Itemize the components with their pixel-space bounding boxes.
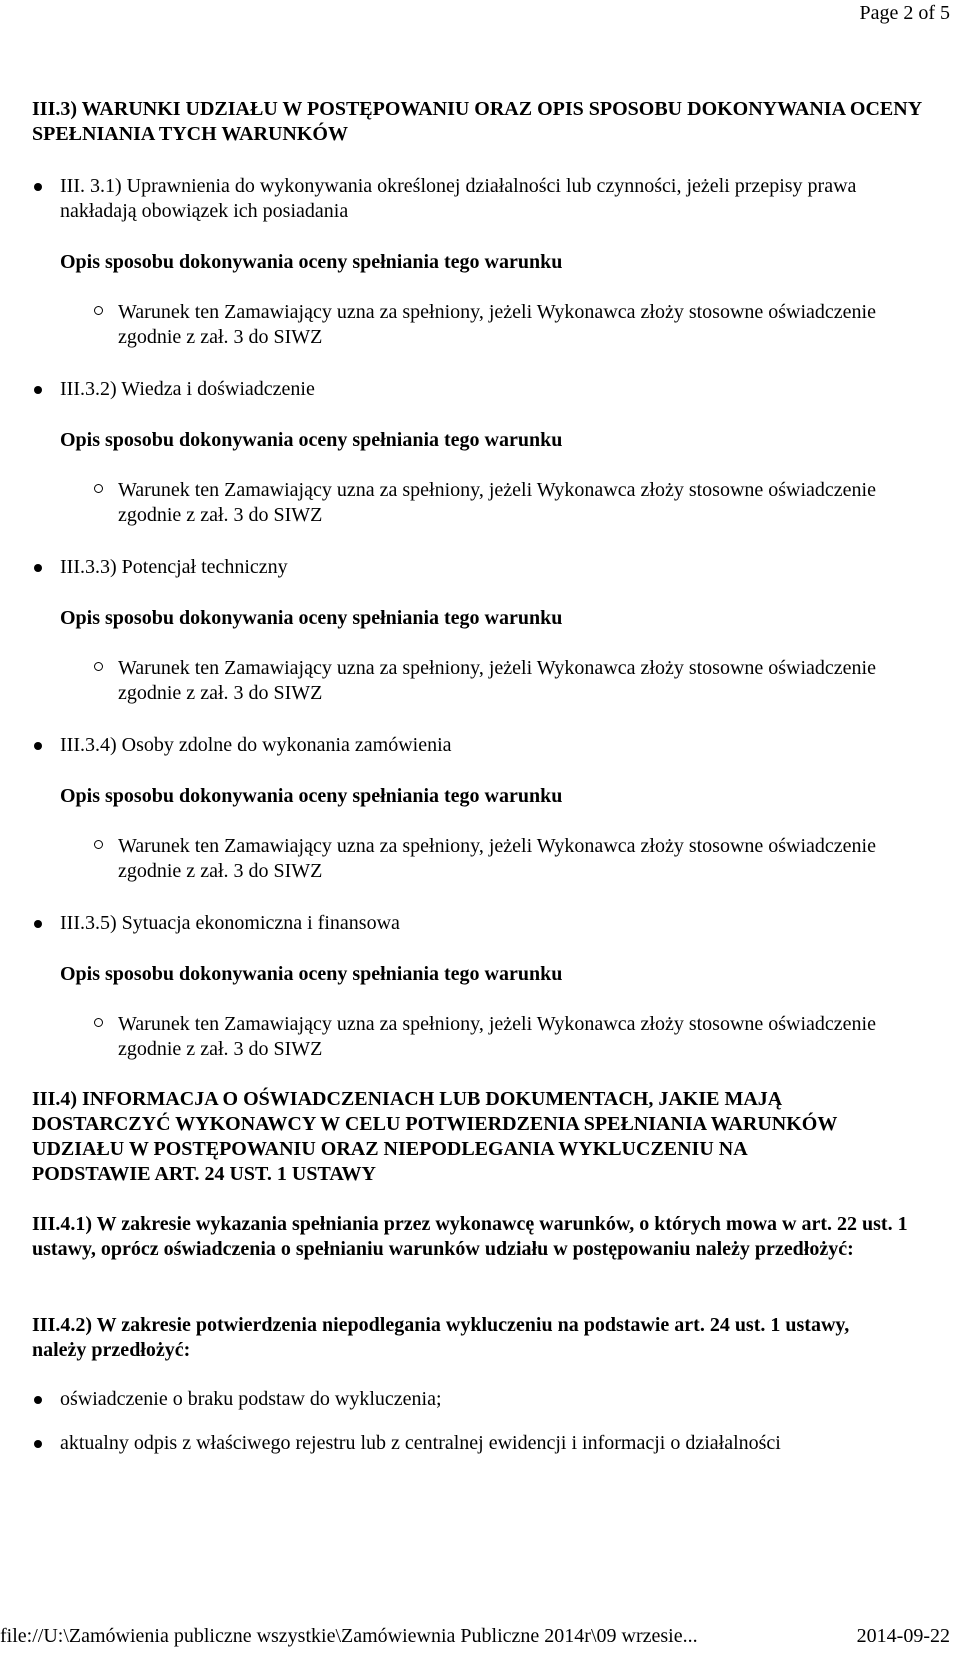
circle-bullet-icon bbox=[94, 306, 103, 315]
condition-text-3: Warunek ten Zamawiający uzna za spełniony, jeżeli Wykonawca złoży stosowne oświadczenie zgodnie z zał. 3 do SIWZ bbox=[118, 657, 876, 704]
condition-text-1: Warunek ten Zamawiający uzna za spełniony, jeżeli Wykonawca złoży stosowne oświadczenie zgodnie z zał. 3 do SIWZ bbox=[118, 301, 876, 348]
circle-bullet-icon bbox=[94, 662, 103, 671]
circle-bullet-icon bbox=[94, 484, 103, 493]
bullet-icon bbox=[34, 183, 42, 191]
bullet-icon bbox=[34, 386, 42, 394]
circle-bullet-icon bbox=[94, 1018, 103, 1027]
condition-title-4: III.3.4) Osoby zdolne do wykonania zamówienia bbox=[60, 734, 452, 756]
section-iii-4-2: III.4.2) W zakresie potwierdzenia niepodlegania wykluczeniu na podstawie art. 24 ust. 1 ustawy, należy przedłożyć: bbox=[32, 1314, 850, 1361]
page-number: Page 2 of 5 bbox=[859, 2, 950, 24]
section-iii-4-1: III.4.1) W zakresie wykazania spełniania przez wykonawcę warunków, o których mowa w art. 22 ust. 1 ustawy, oprócz oświadczenia o spełnianiu warunków udziału w postępowaniu należy przedłożyć: bbox=[32, 1213, 908, 1260]
opis-label-4: Opis sposobu dokonywania oceny spełniania tego warunku bbox=[60, 785, 563, 807]
footer-file-path: file://U:\Zamówienia publiczne wszystkie\Zamówiewnia Publiczne 2014r\09 wrzesie... bbox=[0, 1625, 698, 1647]
opis-label-1: Opis sposobu dokonywania oceny spełniania tego warunku bbox=[60, 251, 563, 273]
bullet-icon bbox=[34, 1396, 42, 1404]
section-heading-iii-4: III.4) INFORMACJA O OŚWIADCZENIACH LUB DOKUMENTACH, JAKIE MAJĄ DOSTARCZYĆ WYKONAWCY W CELU POTWIERDZENIA SPEŁNIANIA WARUNKÓW UDZIAŁU W POSTĘPOWANIU ORAZ NIEPODLEGANIA WYKLUCZENIU NA PODSTAWIE ART. 24 UST. 1 USTAWY bbox=[32, 1088, 837, 1185]
condition-text-5: Warunek ten Zamawiający uzna za spełniony, jeżeli Wykonawca złoży stosowne oświadczenie zgodnie z zał. 3 do SIWZ bbox=[118, 1013, 876, 1060]
bullet-icon bbox=[34, 742, 42, 750]
condition-text-4: Warunek ten Zamawiający uzna za spełniony, jeżeli Wykonawca złoży stosowne oświadczenie zgodnie z zał. 3 do SIWZ bbox=[118, 835, 876, 882]
condition-text-2: Warunek ten Zamawiający uzna za spełniony, jeżeli Wykonawca złoży stosowne oświadczenie zgodnie z zał. 3 do SIWZ bbox=[118, 479, 876, 526]
condition-title-1: III. 3.1) Uprawnienia do wykonywania określonej działalności lub czynności, jeżeli przepisy prawa nakładają obowiązek ich posiadania bbox=[60, 175, 857, 222]
section-heading-iii-3: III.3) WARUNKI UDZIAŁU W POSTĘPOWANIU ORAZ OPIS SPOSOBU DOKONYWANIA OCENY SPEŁNIANIA TYCH WARUNKÓW bbox=[32, 98, 922, 145]
bullet-icon bbox=[34, 1440, 42, 1448]
list-item: oświadczenie o braku podstaw do wykluczenia; bbox=[60, 1388, 442, 1410]
footer-date: 2014-09-22 bbox=[856, 1625, 950, 1647]
condition-title-5: III.3.5) Sytuacja ekonomiczna i finansowa bbox=[60, 912, 400, 934]
opis-label-5: Opis sposobu dokonywania oceny spełniania tego warunku bbox=[60, 963, 563, 985]
list-item: aktualny odpis z właściwego rejestru lub z centralnej ewidencji i informacji o działalności bbox=[60, 1432, 781, 1454]
opis-label-3: Opis sposobu dokonywania oceny spełniania tego warunku bbox=[60, 607, 563, 629]
bullet-icon bbox=[34, 564, 42, 572]
condition-title-3: III.3.3) Potencjał techniczny bbox=[60, 556, 288, 578]
opis-label-2: Opis sposobu dokonywania oceny spełniania tego warunku bbox=[60, 429, 563, 451]
bullet-icon bbox=[34, 920, 42, 928]
condition-title-2: III.3.2) Wiedza i doświadczenie bbox=[60, 378, 315, 400]
circle-bullet-icon bbox=[94, 840, 103, 849]
